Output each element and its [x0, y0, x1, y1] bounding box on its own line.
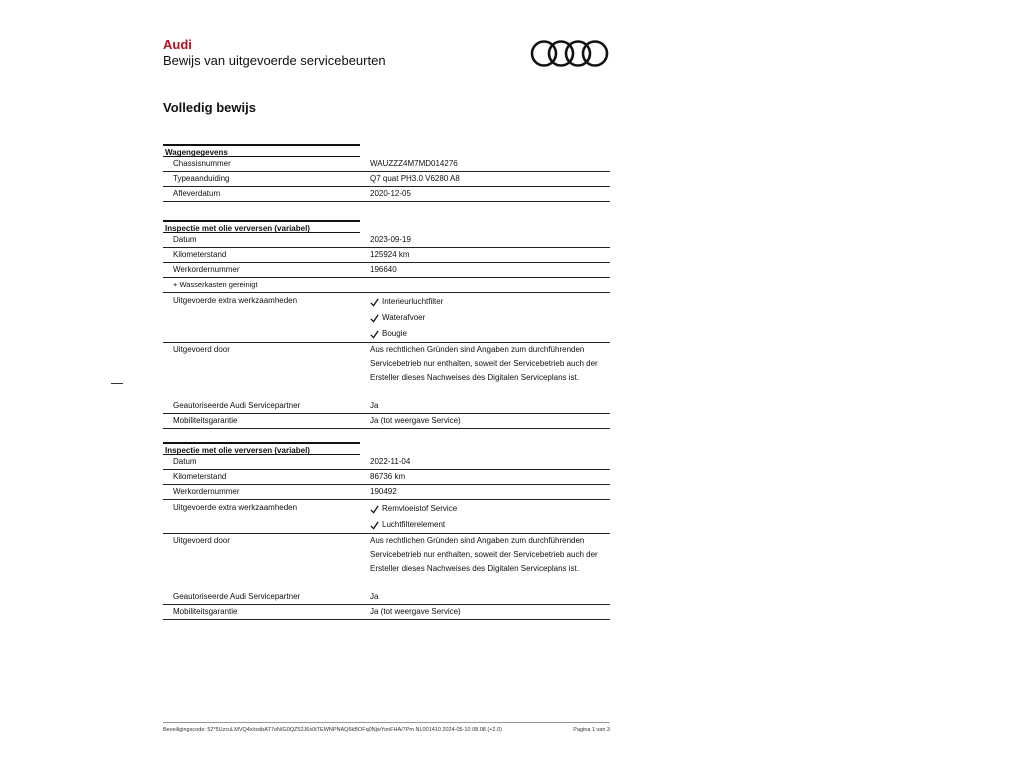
- checkmark-icon: [370, 298, 379, 307]
- row-label: Uitgevoerd door: [173, 345, 230, 354]
- row-label: Uitgevoerde extra werkzaamheden: [173, 296, 298, 305]
- row-value: Q7 quat PH3.0 V6280 A8: [370, 174, 460, 183]
- table-row: [163, 248, 610, 263]
- extra-note: + Wasserkasten gereinigt: [173, 280, 258, 289]
- row-label: Mobiliteitsgarantie: [173, 416, 238, 425]
- list-item: [370, 310, 610, 326]
- table-row: [163, 534, 610, 590]
- vehicle-section: [163, 144, 610, 202]
- brand-name: Audi: [163, 37, 192, 52]
- table-row: [163, 455, 610, 470]
- extra-item-label: Bougie: [382, 329, 407, 338]
- text-line: Ersteller dieses Nachweises des Digitalen Serviceplans ist.: [370, 373, 579, 382]
- audi-rings-logo: [530, 38, 612, 69]
- row-label: Geautoriseerde Audi Servicepartner: [173, 401, 301, 410]
- row-value: 86736 km: [370, 472, 406, 481]
- document-title: Bewijs van uitgevoerde servicebeurten: [163, 53, 386, 68]
- text-line: Aus rechtlichen Gründen sind Angaben zum durchführenden: [370, 345, 585, 354]
- row-label: Werkordernummer: [173, 265, 240, 274]
- table-row: [163, 399, 610, 414]
- table-row: [163, 500, 610, 534]
- checkmark-icon: [370, 521, 379, 530]
- row-label: Uitgevoerd door: [173, 536, 230, 545]
- row-label: Mobiliteitsgarantie: [173, 607, 238, 616]
- extra-item-label: Interieurluchtfilter: [382, 297, 444, 306]
- row-label: Kilometerstand: [173, 250, 227, 259]
- list-item: [370, 326, 610, 342]
- row-label: Kilometerstand: [173, 472, 227, 481]
- row-value: Ja: [370, 592, 379, 601]
- table-row: [163, 485, 610, 500]
- row-value: 190492: [370, 487, 397, 496]
- margin-mark: [111, 383, 123, 384]
- checkmark-icon: [370, 330, 379, 339]
- extra-item-label: Waterafvoer: [382, 313, 426, 322]
- row-value: 2023-09-19: [370, 235, 411, 244]
- extra-item-label: Luchtfilterelement: [382, 520, 446, 529]
- checkmark-icon: [370, 505, 379, 514]
- row-value: Ja (tot weergave Service): [370, 607, 461, 616]
- row-label: Werkordernummer: [173, 487, 240, 496]
- text-line: Servicebetrieb nur enthalten, soweit der Servicebetrieb auch der: [370, 359, 598, 368]
- table-row: [163, 590, 610, 605]
- page-footer: [163, 722, 610, 733]
- row-label: Afleverdatum: [173, 189, 221, 198]
- table-row: [163, 233, 610, 248]
- row-label: Uitgevoerde extra werkzaamheden: [173, 503, 298, 512]
- row-label: Chassisnummer: [173, 159, 231, 168]
- table-row: [163, 470, 610, 485]
- table-row: [163, 414, 610, 429]
- table-row: [163, 293, 610, 343]
- row-value: [370, 343, 610, 399]
- row-value: 196640: [370, 265, 397, 274]
- row-value: 125924 km: [370, 250, 410, 259]
- row-value: [370, 534, 610, 590]
- row-label: Geautoriseerde Audi Servicepartner: [173, 592, 301, 601]
- row-value: Ja: [370, 401, 379, 410]
- row-value: 2022-11-04: [370, 457, 411, 466]
- table-row: [163, 172, 610, 187]
- text-line: Aus rechtlichen Gründen sind Angaben zum durchführenden: [370, 536, 585, 545]
- list-item: [370, 517, 610, 533]
- page-number: Pagina 1 van 3: [573, 727, 610, 733]
- security-code: Beveiligingscode: 52*5UzcuLMVQ4x/osibAT7oN/G0QZ52J6x0tTEWNPNAQ6kBOFq0NjwYonFHA/7Pm NL001410 2024-05-10 08.08 (+2.0): [163, 727, 502, 733]
- table-row: [163, 157, 610, 172]
- row-value: 2020-12-05: [370, 189, 411, 198]
- table-row: [163, 187, 610, 202]
- list-item: [370, 501, 610, 517]
- table-row: [163, 343, 610, 399]
- inspection-section-1: [163, 220, 610, 429]
- list-item: [370, 294, 610, 310]
- row-label: Datum: [173, 235, 197, 244]
- extras-list: [370, 294, 610, 342]
- table-row: [163, 278, 610, 293]
- section-title: Wagengegevens: [163, 144, 360, 157]
- checkmark-icon: [370, 314, 379, 323]
- row-label: Typeaanduiding: [173, 174, 230, 183]
- section-title: Inspectie met olie verversen (variabel): [163, 442, 360, 455]
- section-title: Inspectie met olie verversen (variabel): [163, 220, 360, 233]
- text-line: Ersteller dieses Nachweises des Digitalen Serviceplans ist.: [370, 564, 579, 573]
- table-row: [163, 263, 610, 278]
- row-value: Ja (tot weergave Service): [370, 416, 461, 425]
- extra-item-label: Remvloeistof Service: [382, 504, 458, 513]
- extras-list: [370, 501, 610, 533]
- inspection-section-2: [163, 442, 610, 620]
- page-heading: Volledig bewijs: [163, 100, 256, 115]
- table-row: [163, 605, 610, 620]
- row-label: Datum: [173, 457, 197, 466]
- text-line: Servicebetrieb nur enthalten, soweit der Servicebetrieb auch der: [370, 550, 598, 559]
- row-value: WAUZZZ4M7MD014276: [370, 159, 458, 168]
